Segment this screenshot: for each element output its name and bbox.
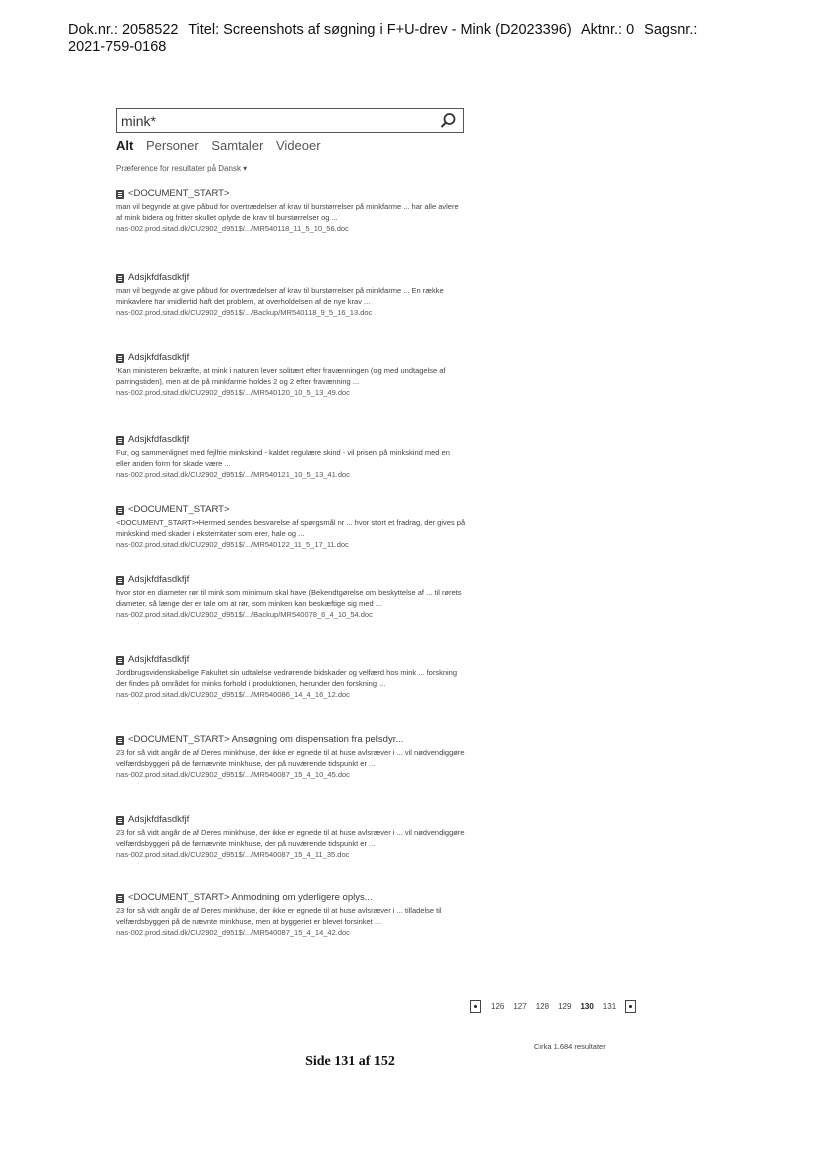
result-title[interactable]: Adsjkfdfasdkfjf <box>128 814 190 825</box>
result-url: nas-002.prod.sitad.dk/CU2902_d951$/.../Backup/MR540078_6_4_10_54.doc <box>116 610 373 619</box>
document-icon <box>116 506 124 515</box>
tab-videoer[interactable]: Videoer <box>276 138 321 153</box>
page-link[interactable]: 127 <box>513 1002 527 1011</box>
page-link[interactable]: 128 <box>535 1002 550 1011</box>
result-item <box>116 434 466 504</box>
result-snippet: Fur, og sammenlignet med fejlfrie minkskind - kaldet regulære skind - vil prisen på minkskind med en eller anden form for skade være ... <box>116 448 450 468</box>
result-title[interactable]: Adsjkfdfasdkfjf <box>128 654 190 665</box>
result-snippet: 23 for så vidt angår de af Deres minkhuse, der ikke er egnede til at huse avlsræver i ... vil nødvendiggøre velfærdsbyggeri på de førnævnte minkhuse, der på nuværende tidspunkt er ... <box>116 828 465 848</box>
result-item <box>116 272 466 352</box>
document-icon <box>116 354 124 363</box>
result-snippet: <DOCUMENT_START>•Hermed sendes besvarelse af spørgsmål nr ... hvor stort et fradrag, der gives på minkskind med skader i eksterritater som erer, hale og ... <box>116 518 466 538</box>
tab-alt[interactable]: Alt <box>116 138 134 153</box>
result-snippet: Jordbrugsvidenskabelige Fakultet sin udtalelse vedrørende bidskader og velfærd hos mink ... forskning der findes på området for minks forhold i produktionen, herunder den forskning ... <box>116 668 458 688</box>
sagsnr-value: 2021-759-0168 <box>68 39 167 55</box>
result-snippet: man vil begynde at give påbud for overtrædelser af krav til burstørrelser på minkfarme ... har alle avlere af mink bidera og fritter skullet oplyde de krav til burstørrelser og ... <box>116 202 459 222</box>
result-item <box>116 352 466 434</box>
result-url: nas-002.prod.sitad.dk/CU2902_d951$/.../MR540122_11_5_17_11.doc <box>116 540 349 549</box>
result-item <box>116 892 466 962</box>
search-tabs <box>116 138 330 153</box>
document-icon <box>116 656 124 665</box>
result-url: nas-002.prod.sitad.dk/CU2902_d951$/.../Backup/MR540118_9_5_16_13.doc <box>116 308 373 317</box>
result-title[interactable]: Adsjkfdfasdkfjf <box>128 272 190 283</box>
document-icon <box>116 894 124 903</box>
result-title[interactable]: <DOCUMENT_START> Anmodning om yderligere oplys... <box>128 892 373 903</box>
prev-page-icon <box>474 1005 477 1008</box>
next-page-button[interactable] <box>625 1000 636 1013</box>
result-item <box>116 734 466 814</box>
result-snippet: man vil begynde at give påbud for overtrædelser af krav til burstørrelser på minkfarme ... En række minkavlere har imidlertid haft det problem, at overholdelsen af de nye krav ... <box>116 286 444 306</box>
document-icon <box>116 190 124 199</box>
result-item <box>116 654 466 734</box>
sagsnr-label: Sagsnr.: <box>644 22 698 38</box>
result-title[interactable]: <DOCUMENT_START> Ansøgning om dispensation fra pelsdyr... <box>128 734 404 745</box>
pagination <box>470 1000 646 1013</box>
result-url: nas-002.prod.sitad.dk/CU2902_d951$/.../MR540086_14_4_16_12.doc <box>116 690 350 699</box>
result-item <box>116 504 466 574</box>
result-url: nas-002.prod.sitad.dk/CU2902_d951$/.../MR540087_15_4_14_42.doc <box>116 928 350 937</box>
prev-page-button[interactable] <box>470 1000 481 1013</box>
aktnr: Aktnr.: 0 <box>580 22 635 38</box>
result-snippet: hvor stor en diameter rør til mink som minimum skal have (Bekendtgørelse om beskyttelse af ... til rørets diameter, så længe der er tale om at rør, som minken kan beskæftige sig med ... <box>116 588 462 608</box>
result-snippet: 23 for så vidt angår de af Deres minkhuse, der ikke er egnede til at huse avlsræver i ... tilladelse til velfærdsbyggeri på de nævnte minkhuse, men at byggeriet er blevet forsinket ... <box>116 906 442 926</box>
result-url: nas-002.prod.sitad.dk/CU2902_d951$/.../MR540087_15_4_11_35.doc <box>116 850 350 859</box>
tab-personer[interactable]: Personer <box>145 138 199 153</box>
search-icon[interactable] <box>439 112 457 130</box>
result-count: Cirka 1.684 resultater <box>534 1042 606 1051</box>
result-item <box>116 814 466 892</box>
document-icon <box>116 576 124 585</box>
document-header <box>68 22 788 56</box>
page-footer: Side 131 af 152 <box>305 1054 395 1069</box>
result-url: nas-002.prod.sitad.dk/CU2902_d951$/.../MR540087_15_4_10_45.doc <box>116 770 350 779</box>
result-snippet: 'Kan ministeren bekræfte, at mink i naturen lever solitært efter fravænningen (og med undtagelse af parringstiden), men at de på minkfarme holdes 2 og 2 efter fravænning ... <box>116 366 446 386</box>
results-list <box>116 188 466 962</box>
next-page-icon <box>629 1005 632 1008</box>
document-icon <box>116 736 124 745</box>
result-item <box>116 574 466 654</box>
page-link[interactable]: 126 <box>491 1002 505 1011</box>
page-link[interactable]: 131 <box>602 1002 617 1011</box>
result-url: nas-002.prod.sitad.dk/CU2902_d951$/.../MR540121_10_5_13_41.doc <box>116 470 350 479</box>
document-icon <box>116 816 124 825</box>
search-box <box>116 108 464 133</box>
result-title[interactable]: Adsjkfdfasdkfjf <box>128 352 190 363</box>
page-link[interactable]: 129 <box>558 1002 572 1011</box>
current-page: 130 <box>580 1002 594 1011</box>
titel: Titel: Screenshots af søgning i F+U-drev - Mink (D2023396) <box>188 22 572 38</box>
language-preference[interactable]: Præference for resultater på Dansk ▾ <box>116 164 248 173</box>
result-snippet: 23 for så vidt angår de af Deres minkhuse, der ikke er egnede til at huse avlsræver i ... vil nødvendiggøre velfærdsbyggeri på de førnævnte minkhuse, der på nuværende tidspunkt er ... <box>116 748 465 768</box>
result-item <box>116 188 466 272</box>
result-title[interactable]: Adsjkfdfasdkfjf <box>128 434 190 445</box>
document-icon <box>116 274 124 283</box>
tab-samtaler[interactable]: Samtaler <box>211 138 264 153</box>
result-title[interactable]: Adsjkfdfasdkfjf <box>128 574 190 585</box>
result-title[interactable]: <DOCUMENT_START> <box>128 188 230 199</box>
search-input[interactable] <box>121 111 421 130</box>
result-title[interactable]: <DOCUMENT_START> <box>128 504 230 515</box>
result-url: nas-002.prod.sitad.dk/CU2902_d951$/.../MR540120_10_5_13_49.doc <box>116 388 350 397</box>
dok-nr: Dok.nr.: 2058522 <box>68 22 179 38</box>
result-url: nas-002.prod.sitad.dk/CU2902_d951$/.../MR540118_11_5_10_56.doc <box>116 224 349 233</box>
document-icon <box>116 436 124 445</box>
